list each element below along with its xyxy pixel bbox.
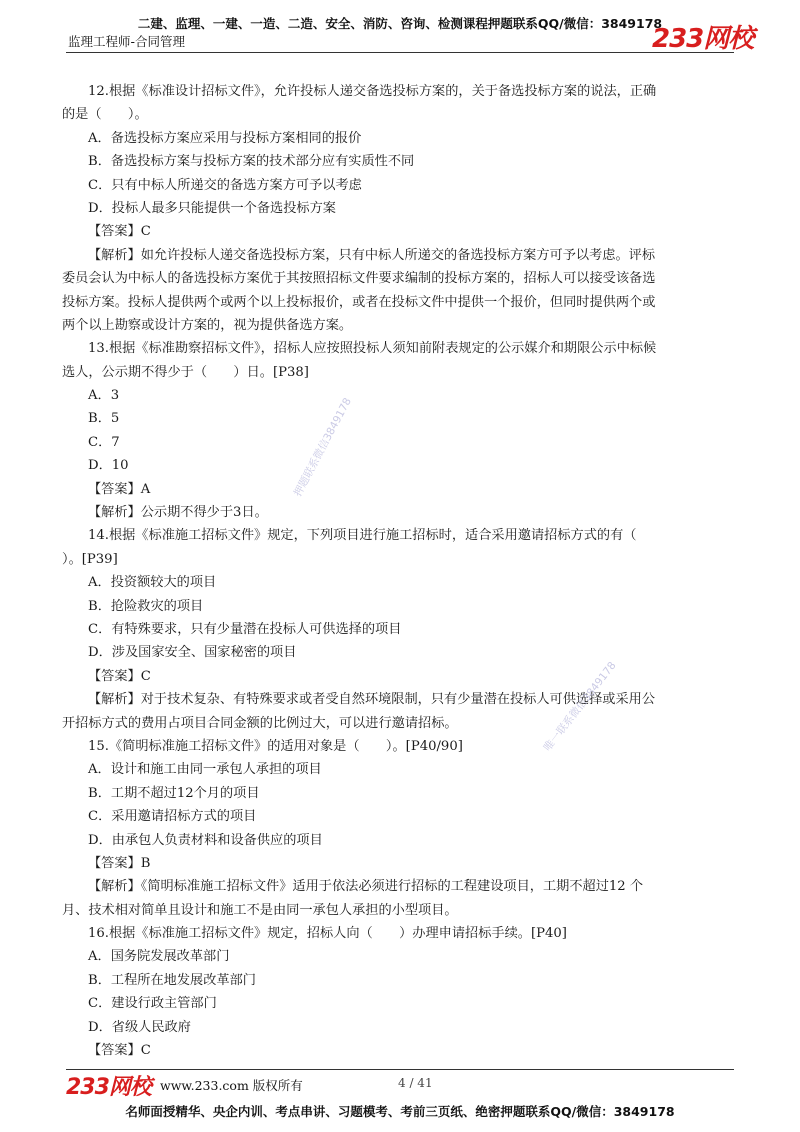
- question-14-stem: 14.根据《标准施工招标文件》规定，下列项目进行施工招标时，适合采用邀请招标方式的有（: [88, 528, 637, 544]
- header-subtitle: 监理工程师-合同管理: [68, 34, 186, 49]
- explanation-line: 投标方案。投标人提供两个或两个以上投标报价，或者在投标文件中提供一个报价，但同时提供两个或: [62, 294, 656, 310]
- option-line: A．投资额较大的项目: [88, 575, 217, 591]
- explanation-line: 【解析】公示期不得少于3日。: [88, 505, 268, 521]
- option-line: C．7: [88, 434, 120, 450]
- answer-line: 【答案】B: [88, 855, 151, 871]
- brand-logo-text: 233网校: [652, 24, 754, 54]
- option-line: C．只有中标人所递交的备选方案方可予以考虑: [88, 177, 362, 193]
- document-body: [62, 80, 740, 1062]
- question-16-stem: 16.根据《标准施工招标文件》规定，招标人向（ ）办理申请招标手续。[P40]: [88, 926, 567, 942]
- question-15-stem: 15.《简明标准施工招标文件》的适用对象是（ ）。[P40/90]: [88, 738, 463, 754]
- option-line: D．由承包人负责材料和设备供应的项目: [88, 832, 323, 848]
- explanation-line: 两个以上勘察或设计方案的，视为提供备选方案。: [62, 317, 353, 333]
- explanation-line: 月、技术相对简单且设计和施工不是由同一承包人承担的小型项目。: [62, 902, 458, 918]
- answer-line: 【答案】C: [88, 668, 151, 684]
- option-line: B．备选投标方案与投标方案的技术部分应有实质性不同: [88, 154, 415, 170]
- option-line: D．省级人民政府: [88, 1019, 191, 1035]
- footer-copyright: www.233.com 版权所有: [160, 1078, 303, 1093]
- option-line: A．设计和施工由同一承包人承担的项目: [88, 762, 322, 778]
- footer-logo: 233网校: [66, 1075, 151, 1100]
- option-line: B．工期不超过12个月的项目: [88, 785, 260, 801]
- explanation-line: 【解析】《简明标准施工招标文件》适用于依法必须进行招标的工程建设项目，工期不超过12 个: [88, 879, 644, 895]
- answer-line: 【答案】C: [88, 1043, 151, 1059]
- option-line: C．有特殊要求，只有少量潜在投标人可供选择的项目: [88, 621, 402, 637]
- footer-divider: [66, 1069, 734, 1070]
- option-line: B．工程所在地发展改革部门: [88, 972, 256, 988]
- question-13-stem-cont: 选人，公示期不得少于（ ）日。[P38]: [62, 364, 309, 380]
- question-12-stem: 12.根据《标准设计招标文件》，允许投标人递交备选投标方案的，关于备选投标方案的说法，正确: [88, 84, 657, 99]
- option-line: B．抢险救灾的项目: [88, 598, 204, 614]
- page-number: 4 / 41: [398, 1076, 433, 1090]
- option-line: A．国务院发展改革部门: [88, 949, 230, 965]
- watermark: 押题联系微信3849178: [291, 396, 354, 499]
- footer-promo-text: 名师面授精华、央企内训、考点串讲、习题模考、考前三页纸、绝密押题联系QQ/微信：3849178: [125, 1104, 675, 1119]
- question-12-stem-cont: 的是（ ）。: [62, 107, 148, 123]
- watermark: 唯一联系微信3849178: [541, 659, 619, 754]
- option-line: B．5: [88, 411, 120, 427]
- option-line: A．3: [88, 388, 120, 404]
- question-14-stem-cont: ）。[P39]: [62, 551, 118, 567]
- answer-line: 【答案】C: [88, 224, 151, 240]
- brand-logo: [652, 18, 753, 55]
- header-divider: [66, 52, 734, 53]
- explanation-line: 委员会认为中标人的备选投标方案优于其按照招标文件要求编制的投标方案的，招标人可以接受该备选: [62, 271, 656, 287]
- explanation-line: 【解析】如允许投标人递交备选投标方案，只有中标人所递交的备选投标方案方可予以考虑。评标: [88, 247, 656, 263]
- explanation-line: 开招标方式的费用占项目合同金额的比例过大，可以进行邀请招标。: [62, 715, 458, 731]
- option-line: C．采用邀请招标方式的项目: [88, 809, 257, 825]
- option-line: D．投标人最多只能提供一个备选投标方案: [88, 200, 336, 216]
- option-line: D．10: [88, 458, 129, 474]
- explanation-line: 【解析】对于技术复杂、有特殊要求或者受自然环境限制，只有少量潜在投标人可供选择或采用公: [88, 692, 656, 708]
- option-line: A．备选投标方案应采用与投标方案相同的报价: [88, 130, 362, 146]
- question-13-stem: 13.根据《标准勘察招标文件》，招标人应按照投标人须知前附表规定的公示媒介和期限公示中标候: [88, 341, 657, 357]
- answer-line: 【答案】A: [88, 481, 151, 497]
- option-line: D．涉及国家安全、国家秘密的项目: [88, 645, 297, 661]
- option-line: C．建设行政主管部门: [88, 996, 217, 1012]
- header-top-text: 二建、监理、一建、一造、二造、安全、消防、咨询、检测课程押题联系QQ/微信：3849178: [137, 16, 663, 31]
